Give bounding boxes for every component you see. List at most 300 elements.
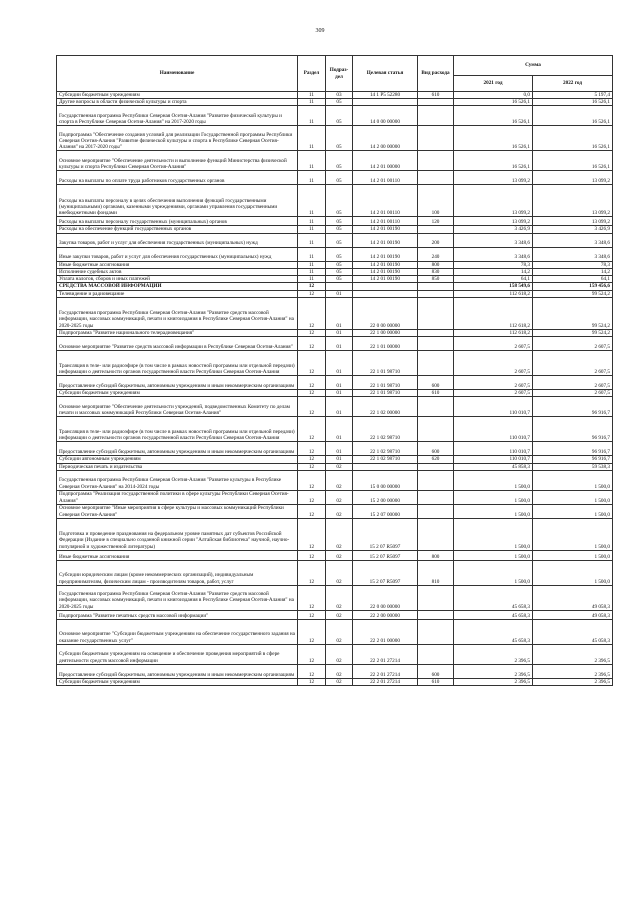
- cell-vr: [418, 470, 454, 490]
- cell-csr: 15 0 00 00000: [353, 470, 418, 490]
- cell-sum-2021: 2 607,5: [454, 376, 533, 390]
- cell-name: Субсидии бюджетным учреждениям: [57, 678, 298, 685]
- cell-sum-2022: 2 607,5: [533, 351, 613, 376]
- cell-sum-2022: 59 538,3: [533, 463, 613, 470]
- cell-csr: 22 1 01 98710: [353, 351, 418, 376]
- table-row: [57, 151, 613, 171]
- cell-razdel: 12: [298, 456, 326, 463]
- cell-razdel: 12: [298, 290, 326, 297]
- cell-sum-2022: 16 526,1: [533, 99, 613, 106]
- cell-csr: 22 0 00 00000: [353, 585, 418, 610]
- cell-razdel: 11: [298, 151, 326, 171]
- cell-razdel: 11: [298, 106, 326, 126]
- cell-vr: 610: [418, 390, 454, 397]
- table-row: [57, 247, 613, 261]
- cell-podrazdel: 01: [326, 337, 353, 351]
- cell-vr: [418, 490, 454, 504]
- cell-sum-2022: 16 526,1: [533, 151, 613, 171]
- cell-csr: 22 0 00 00000: [353, 297, 418, 329]
- cell-sum-2021: 2 607,5: [454, 337, 533, 351]
- table-row: [57, 463, 613, 470]
- cell-sum-2021: 45 658,3: [454, 585, 533, 610]
- cell-sum-2021: 110 010,7: [454, 397, 533, 417]
- cell-sum-2021: 16 526,1: [454, 99, 533, 106]
- table-row: [57, 171, 613, 185]
- table-row: [57, 276, 613, 283]
- cell-csr: 15 2 07 R5097: [353, 550, 418, 560]
- cell-csr: 15 2 07 R5097: [353, 518, 418, 550]
- cell-csr: 14 2 01 00190: [353, 226, 418, 233]
- cell-podrazdel: 05: [326, 276, 353, 283]
- cell-sum-2022: 1 500,0: [533, 504, 613, 518]
- cell-sum-2022: 16 526,1: [533, 106, 613, 126]
- col-header-razdel: Раздел: [298, 56, 326, 92]
- cell-name: Государственная программа Республики Северная Осетия-Алания "Развитие культуры в Республике Северная Осетия-Алания" на 2014-2024 годы: [57, 470, 298, 490]
- cell-name: Уплата налогов, сборов и иных платежей: [57, 276, 298, 283]
- cell-podrazdel: [326, 283, 353, 290]
- cell-vr: [418, 585, 454, 610]
- cell-razdel: 12: [298, 504, 326, 518]
- cell-podrazdel: 01: [326, 290, 353, 297]
- cell-vr: [418, 106, 454, 126]
- cell-sum-2022: 1 500,0: [533, 490, 613, 504]
- cell-sum-2022: 99 524,2: [533, 297, 613, 329]
- cell-razdel: 12: [298, 351, 326, 376]
- cell-sum-2021: 13 099,2: [454, 171, 533, 185]
- cell-sum-2022: 78,3: [533, 261, 613, 268]
- cell-name: Субсидии бюджетным учреждениям на освещение и обеспечение проведения мероприятий в сфере деятельности средств массовой информации: [57, 644, 298, 664]
- cell-name: Расходы на обеспечение функций государственных органов: [57, 226, 298, 233]
- cell-podrazdel: 05: [326, 171, 353, 185]
- cell-sum-2021: 112 618,2: [454, 329, 533, 336]
- cell-razdel: 11: [298, 99, 326, 106]
- cell-razdel: 12: [298, 619, 326, 644]
- cell-podrazdel: 05: [326, 247, 353, 261]
- cell-podrazdel: 01: [326, 376, 353, 390]
- cell-sum-2021: 2 607,5: [454, 351, 533, 376]
- cell-razdel: 12: [298, 644, 326, 664]
- cell-sum-2021: 1 500,0: [454, 504, 533, 518]
- cell-sum-2022: 2 396,5: [533, 644, 613, 664]
- cell-name: Исполнение судебных актов: [57, 268, 298, 275]
- cell-podrazdel: 02: [326, 470, 353, 490]
- cell-razdel: 11: [298, 233, 326, 247]
- col-header-2021: 2021 год: [454, 76, 533, 92]
- cell-podrazdel: 03: [326, 92, 353, 99]
- cell-csr: [353, 463, 418, 470]
- cell-sum-2021: 1 500,0: [454, 550, 533, 560]
- cell-vr: [418, 297, 454, 329]
- cell-name: Расходы на выплаты персоналу государственных (муниципальных) органов: [57, 217, 298, 226]
- cell-sum-2022: 99 524,2: [533, 329, 613, 336]
- cell-csr: 22 2 00 00000: [353, 610, 418, 619]
- cell-csr: 14 2 01 00110: [353, 185, 418, 217]
- cell-vr: [418, 644, 454, 664]
- cell-sum-2021: 2 396,5: [454, 664, 533, 678]
- cell-csr: 22 1 02 00000: [353, 397, 418, 417]
- cell-csr: 14 2 01 00110: [353, 217, 418, 226]
- cell-sum-2021: 78,3: [454, 261, 533, 268]
- cell-sum-2021: 16 526,1: [454, 106, 533, 126]
- cell-sum-2021: 3 348,6: [454, 233, 533, 247]
- cell-sum-2021: 1 500,0: [454, 490, 533, 504]
- cell-name: Трансляция в теле- или радиоэфире (в том числе в рамках новостной программы или отдельной передачи) информации о деятельности органов государственной власти Республики Северная Осетия-Алания: [57, 417, 298, 442]
- cell-name: Государственная программа Республики Северная Осетия-Алания "Развитие физической культуры и спорта в Республике Северная Осетия-Алания" на 2017-2020 годы: [57, 106, 298, 126]
- cell-name: Подготовка и проведение празднования на федеральном уровне памятных дат субъектов Российской Федерации (Издание в специально созданной книжной серии "Алтайская библиотека" научной, научно-популярной и художественной литературы): [57, 518, 298, 550]
- cell-name: Расходы на выплаты по оплате труда работников государственных органов: [57, 171, 298, 185]
- cell-sum-2022: 49 058,3: [533, 585, 613, 610]
- col-header-2022: 2022 год: [533, 76, 613, 92]
- table-row: [57, 560, 613, 585]
- cell-podrazdel: 05: [326, 126, 353, 151]
- cell-razdel: 12: [298, 390, 326, 397]
- cell-vr: [418, 463, 454, 470]
- cell-name: Предоставление субсидий бюджетным, автономным учреждениям и иным некоммерческим организациям: [57, 376, 298, 390]
- cell-name: Предоставление субсидий бюджетным, автономным учреждениям и иным некоммерческим организациям: [57, 664, 298, 678]
- cell-csr: [353, 283, 418, 290]
- cell-csr: 14 2 01 00190: [353, 233, 418, 247]
- cell-csr: 22 1 00 00000: [353, 329, 418, 336]
- cell-sum-2021: 13 099,2: [454, 217, 533, 226]
- table-row: [57, 185, 613, 217]
- cell-razdel: 12: [298, 376, 326, 390]
- table-row: [57, 226, 613, 233]
- cell-podrazdel: 05: [326, 233, 353, 247]
- cell-csr: 14 2 01 00190: [353, 268, 418, 275]
- cell-name: Телевидение и радиовещание: [57, 290, 298, 297]
- page-number: 309: [315, 28, 325, 34]
- cell-podrazdel: 01: [326, 456, 353, 463]
- cell-sum-2022: 13 099,2: [533, 217, 613, 226]
- cell-vr: [418, 619, 454, 644]
- cell-razdel: 12: [298, 283, 326, 290]
- cell-podrazdel: 01: [326, 351, 353, 376]
- budget-table: [56, 55, 613, 686]
- cell-vr: 120: [418, 217, 454, 226]
- cell-name: Подпрограмма "Развитие печатных средств массовой информации": [57, 610, 298, 619]
- cell-name: Основное мероприятие "Развитие средств массовой информации в Республике Северная Осетия-Алания": [57, 337, 298, 351]
- cell-razdel: 11: [298, 217, 326, 226]
- cell-vr: 800: [418, 261, 454, 268]
- cell-name: Закупка товаров, работ и услуг для обеспечения государственных (муниципальных) нужд: [57, 233, 298, 247]
- cell-sum-2022: 49 058,3: [533, 610, 613, 619]
- cell-razdel: 12: [298, 550, 326, 560]
- cell-name: Иные бюджетные ассигнования: [57, 550, 298, 560]
- cell-name: Субсидии автономным учреждениям: [57, 456, 298, 463]
- cell-podrazdel: 01: [326, 442, 353, 456]
- cell-vr: [418, 337, 454, 351]
- cell-razdel: 11: [298, 171, 326, 185]
- cell-sum-2021: 16 526,1: [454, 126, 533, 151]
- cell-vr: 620: [418, 456, 454, 463]
- cell-razdel: 12: [298, 442, 326, 456]
- table-row: [57, 442, 613, 456]
- cell-csr: [353, 99, 418, 106]
- table-header: [57, 56, 613, 92]
- cell-podrazdel: 05: [326, 106, 353, 126]
- cell-sum-2022: 2 607,5: [533, 376, 613, 390]
- cell-name: Субсидии бюджетным учреждениям: [57, 92, 298, 99]
- table-body: [57, 92, 613, 686]
- cell-podrazdel: 01: [326, 397, 353, 417]
- cell-vr: [418, 283, 454, 290]
- cell-csr: 14 2 01 00190: [353, 261, 418, 268]
- cell-vr: 100: [418, 185, 454, 217]
- cell-csr: 15 2 07 R5097: [353, 560, 418, 585]
- cell-sum-2022: 1 500,0: [533, 550, 613, 560]
- cell-podrazdel: 02: [326, 490, 353, 504]
- cell-sum-2022: 159 456,6: [533, 283, 613, 290]
- cell-vr: [418, 518, 454, 550]
- cell-name: Государственная программа Республики Северная Осетия-Алания "Развитие средств массовой информации, массовых коммуникаций, печати и книгоиздания в Республике Северная Осетия-Алания" на 2020-2025 годы: [57, 585, 298, 610]
- cell-sum-2021: 110 010,7: [454, 456, 533, 463]
- cell-podrazdel: 05: [326, 217, 353, 226]
- table-row: [57, 619, 613, 644]
- cell-csr: 22 2 01 27214: [353, 644, 418, 664]
- cell-csr: 22 1 01 00000: [353, 337, 418, 351]
- table-row: [57, 351, 613, 376]
- cell-csr: 15 2 00 00000: [353, 490, 418, 504]
- cell-podrazdel: 05: [326, 185, 353, 217]
- cell-sum-2022: 99 524,2: [533, 290, 613, 297]
- cell-sum-2021: 45 658,3: [454, 619, 533, 644]
- cell-vr: [418, 151, 454, 171]
- cell-csr: 14 2 00 00000: [353, 126, 418, 151]
- cell-sum-2021: 2 396,5: [454, 644, 533, 664]
- cell-sum-2022: 16 526,1: [533, 126, 613, 151]
- cell-csr: 14 0 00 00000: [353, 106, 418, 126]
- col-header-csr: Целевая статья: [353, 56, 418, 92]
- cell-podrazdel: 02: [326, 504, 353, 518]
- cell-vr: 610: [418, 92, 454, 99]
- cell-sum-2021: 110 010,7: [454, 442, 533, 456]
- table-row: [57, 92, 613, 99]
- table-row: [57, 126, 613, 151]
- cell-sum-2021: 112 618,2: [454, 290, 533, 297]
- cell-sum-2022: 96 916,7: [533, 397, 613, 417]
- cell-podrazdel: 02: [326, 550, 353, 560]
- cell-razdel: 11: [298, 92, 326, 99]
- cell-vr: [418, 126, 454, 151]
- cell-vr: 610: [418, 678, 454, 685]
- cell-razdel: 12: [298, 417, 326, 442]
- cell-sum-2022: 13 099,2: [533, 185, 613, 217]
- cell-csr: 22 2 01 00000: [353, 619, 418, 644]
- cell-sum-2021: 1 500,0: [454, 560, 533, 585]
- cell-sum-2021: 45 658,3: [454, 610, 533, 619]
- cell-sum-2022: 2 607,5: [533, 337, 613, 351]
- table-row: [57, 456, 613, 463]
- cell-vr: [418, 610, 454, 619]
- cell-csr: 22 1 02 98710: [353, 417, 418, 442]
- cell-sum-2021: 0,0: [454, 92, 533, 99]
- cell-sum-2021: 110 010,7: [454, 417, 533, 442]
- cell-razdel: 11: [298, 276, 326, 283]
- cell-razdel: 12: [298, 664, 326, 678]
- table-row: [57, 678, 613, 685]
- cell-name: СРЕДСТВА МАССОВОЙ ИНФОРМАЦИИ: [57, 283, 298, 290]
- cell-razdel: 12: [298, 490, 326, 504]
- table-row: [57, 390, 613, 397]
- cell-sum-2022: 1 500,0: [533, 518, 613, 550]
- cell-name: Основное мероприятие "Субсидии бюджетным учреждениям на обеспечение государственного задания на оказание государственных услуг": [57, 619, 298, 644]
- cell-sum-2021: 64,1: [454, 276, 533, 283]
- cell-sum-2022: 5 197,4: [533, 92, 613, 99]
- cell-podrazdel: 02: [326, 518, 353, 550]
- cell-razdel: 11: [298, 226, 326, 233]
- table-row: [57, 290, 613, 297]
- cell-razdel: 11: [298, 261, 326, 268]
- col-header-sum: Сумма: [454, 56, 613, 76]
- cell-sum-2022: 14,2: [533, 268, 613, 275]
- cell-name: Подпрограмма "Реализация государственной политики в сфере культуры Республики Северная Осетия-Алания": [57, 490, 298, 504]
- table-row: [57, 518, 613, 550]
- cell-vr: 600: [418, 664, 454, 678]
- cell-name: Основное мероприятие "Обеспечение деятельности и выполнение функций Министерства физической культуры и спорта Республики Северная Осетия-Алания": [57, 151, 298, 171]
- cell-vr: [418, 504, 454, 518]
- cell-csr: 22 2 01 27214: [353, 664, 418, 678]
- table-row: [57, 376, 613, 390]
- cell-csr: 22 2 01 27214: [353, 678, 418, 685]
- cell-name: Иные бюджетные ассигнования: [57, 261, 298, 268]
- cell-csr: 22 1 01 98710: [353, 390, 418, 397]
- cell-sum-2022: 2 396,5: [533, 664, 613, 678]
- cell-sum-2021: 2 607,5: [454, 390, 533, 397]
- cell-razdel: 12: [298, 518, 326, 550]
- cell-vr: 810: [418, 560, 454, 585]
- cell-podrazdel: 01: [326, 390, 353, 397]
- cell-podrazdel: 05: [326, 151, 353, 171]
- cell-razdel: 12: [298, 329, 326, 336]
- cell-podrazdel: 02: [326, 619, 353, 644]
- cell-sum-2021: 14,2: [454, 268, 533, 275]
- cell-podrazdel: 02: [326, 664, 353, 678]
- cell-vr: [418, 351, 454, 376]
- cell-sum-2022: 96 916,7: [533, 417, 613, 442]
- cell-vr: 850: [418, 276, 454, 283]
- cell-sum-2022: 3 348,6: [533, 247, 613, 261]
- cell-name: Подпрограмма "Обеспечение создания условий для реализации Государственной программы Республики Северная Осетия-Алания "Развитие физической культуры и спорта в Республике Северная Осетия-Алания" на 2017-2020 годы": [57, 126, 298, 151]
- cell-vr: [418, 171, 454, 185]
- cell-razdel: 12: [298, 560, 326, 585]
- cell-sum-2022: 2 607,5: [533, 390, 613, 397]
- table-row: [57, 337, 613, 351]
- cell-sum-2022: 13 099,2: [533, 171, 613, 185]
- cell-sum-2021: 1 500,0: [454, 470, 533, 490]
- table-row: [57, 550, 613, 560]
- cell-podrazdel: 02: [326, 585, 353, 610]
- table-row: [57, 397, 613, 417]
- cell-podrazdel: 05: [326, 268, 353, 275]
- table-row: [57, 644, 613, 664]
- cell-podrazdel: 05: [326, 226, 353, 233]
- table-row: [57, 470, 613, 490]
- cell-podrazdel: 05: [326, 261, 353, 268]
- cell-vr: 800: [418, 550, 454, 560]
- cell-sum-2022: 3 348,6: [533, 233, 613, 247]
- cell-podrazdel: 02: [326, 560, 353, 585]
- table-row: [57, 297, 613, 329]
- cell-razdel: 12: [298, 585, 326, 610]
- cell-podrazdel: 02: [326, 610, 353, 619]
- cell-vr: 240: [418, 247, 454, 261]
- cell-csr: 14 2 01 00190: [353, 247, 418, 261]
- table-row: [57, 585, 613, 610]
- cell-sum-2021: 45 858,3: [454, 463, 533, 470]
- cell-razdel: 12: [298, 610, 326, 619]
- cell-sum-2021: 3 426,9: [454, 226, 533, 233]
- cell-sum-2021: 2 396,5: [454, 678, 533, 685]
- cell-razdel: 11: [298, 126, 326, 151]
- cell-razdel: 12: [298, 470, 326, 490]
- table-row: [57, 106, 613, 126]
- cell-csr: 14 2 01 00000: [353, 151, 418, 171]
- table-row: [57, 99, 613, 106]
- cell-razdel: 12: [298, 297, 326, 329]
- cell-podrazdel: 05: [326, 99, 353, 106]
- cell-csr: 15 2 07 00000: [353, 504, 418, 518]
- table-row: [57, 233, 613, 247]
- table-row: [57, 610, 613, 619]
- table-row: [57, 329, 613, 336]
- cell-podrazdel: 01: [326, 329, 353, 336]
- cell-name: Государственная программа Республики Северная Осетия-Алания "Развитие средств массовой информации, массовых коммуникаций, печати и книгоиздания в Республике Северная Осетия-Алания" на 2020-2025 годы: [57, 297, 298, 329]
- cell-sum-2021: 1 500,0: [454, 518, 533, 550]
- cell-name: Периодическая печать и издательства: [57, 463, 298, 470]
- cell-name: Подпрограмма "Развитие национального телерадиовещания": [57, 329, 298, 336]
- cell-sum-2022: 64,1: [533, 276, 613, 283]
- cell-csr: [353, 290, 418, 297]
- cell-name: Субсидии юридическим лицам (кроме некоммерческих организаций), индивидуальным предпринимателям, физическим лицам - производителям товаров, работ, услуг: [57, 560, 298, 585]
- cell-sum-2022: 3 426,9: [533, 226, 613, 233]
- cell-sum-2022: 45 058,3: [533, 619, 613, 644]
- cell-csr: 14 2 01 00110: [353, 171, 418, 185]
- cell-name: Основное мероприятие "Обеспечение деятельности учреждений, подведомственных Комитету по делам печати и массовых коммуникаций Республики Северная Осетия-Алания": [57, 397, 298, 417]
- table-row: [57, 283, 613, 290]
- cell-podrazdel: 01: [326, 417, 353, 442]
- cell-razdel: 12: [298, 463, 326, 470]
- cell-sum-2021: 16 526,1: [454, 151, 533, 171]
- cell-sum-2022: 1 500,0: [533, 560, 613, 585]
- cell-sum-2021: 112 618,2: [454, 297, 533, 329]
- cell-csr: 22 1 01 98710: [353, 376, 418, 390]
- cell-name: Расходы на выплаты персоналу в целях обеспечения выполнения функций государственными (муниципальными) органами, казенными учреждениями, органами управления государственными внебюджетными фондами: [57, 185, 298, 217]
- cell-vr: 200: [418, 233, 454, 247]
- cell-vr: [418, 397, 454, 417]
- cell-podrazdel: 02: [326, 678, 353, 685]
- cell-sum-2022: 96 916,7: [533, 442, 613, 456]
- cell-vr: [418, 290, 454, 297]
- table-row: [57, 664, 613, 678]
- cell-name: Предоставление субсидий бюджетным, автономным учреждениям и иным некоммерческим организациям: [57, 442, 298, 456]
- cell-name: Трансляция в теле- или радиоэфире (в том числе в рамках новостной программы или отдельной передачи) информации о деятельности органов государственной власти Республики Северная Осетия-Алания: [57, 351, 298, 376]
- cell-name: Другие вопросы в области физической культуры и спорта: [57, 99, 298, 106]
- cell-vr: [418, 417, 454, 442]
- cell-vr: [418, 329, 454, 336]
- cell-razdel: 11: [298, 247, 326, 261]
- cell-razdel: 12: [298, 678, 326, 685]
- cell-name: Субсидии бюджетным учреждениям: [57, 390, 298, 397]
- table-row: [57, 261, 613, 268]
- cell-sum-2021: 13 099,2: [454, 185, 533, 217]
- cell-vr: [418, 226, 454, 233]
- col-header-name: Наименование: [57, 56, 298, 92]
- cell-csr: 22 1 02 98710: [353, 442, 418, 456]
- cell-podrazdel: 02: [326, 644, 353, 664]
- table-row: [57, 268, 613, 275]
- cell-name: Иные закупки товаров, работ и услуг для обеспечения государственных (муниципальных) нужд: [57, 247, 298, 261]
- cell-podrazdel: 02: [326, 463, 353, 470]
